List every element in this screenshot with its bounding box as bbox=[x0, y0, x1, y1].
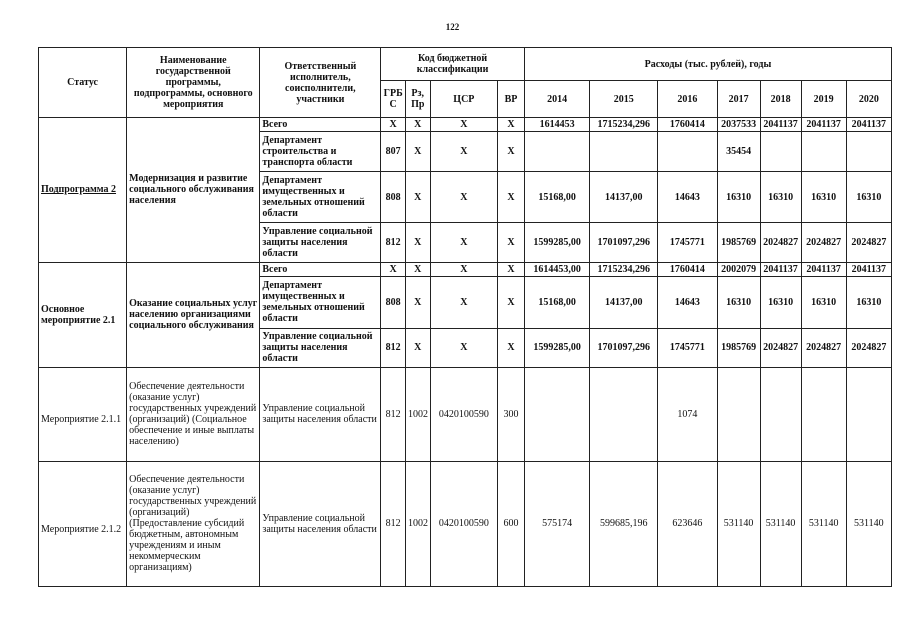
executor-cell: Управление социальной защиты населения области bbox=[260, 461, 381, 586]
value-cell: 531140 bbox=[760, 461, 801, 586]
value-cell: 575174 bbox=[524, 461, 590, 586]
executor-cell: Управление социальной защиты населения области bbox=[260, 223, 381, 262]
value-cell: 1074 bbox=[658, 367, 717, 461]
grbs-cell: 808 bbox=[381, 277, 406, 329]
header-executor: Ответственный исполнитель, соисполнители, участники bbox=[260, 48, 381, 118]
value-cell bbox=[524, 367, 590, 461]
grbs-cell: 808 bbox=[381, 171, 406, 223]
header-expenses: Расходы (тыс. рублей), годы bbox=[524, 48, 891, 81]
executor-cell: Департамент строительства и транспорта области bbox=[260, 132, 381, 171]
value-cell bbox=[846, 132, 891, 171]
value-cell: 2041137 bbox=[801, 118, 846, 132]
grbs-cell: X bbox=[381, 118, 406, 132]
value-cell: 1745771 bbox=[658, 223, 717, 262]
header-year: 2016 bbox=[658, 81, 717, 118]
value-cell: 623646 bbox=[658, 461, 717, 586]
status-cell bbox=[39, 118, 127, 263]
value-cell: 2037533 bbox=[717, 118, 760, 132]
value-cell: 1985769 bbox=[717, 328, 760, 367]
value-cell: 14643 bbox=[658, 171, 717, 223]
value-cell: 531140 bbox=[846, 461, 891, 586]
value-cell: 2002079 bbox=[717, 262, 760, 276]
value-cell: 2041137 bbox=[801, 262, 846, 276]
header-grbs: ГРБ С bbox=[381, 81, 406, 118]
value-cell: 2041137 bbox=[760, 118, 801, 132]
value-cell: 16310 bbox=[717, 277, 760, 329]
vr-cell: 600 bbox=[498, 461, 525, 586]
value-cell: 2024827 bbox=[846, 328, 891, 367]
header-year: 2017 bbox=[717, 81, 760, 118]
executor-cell: Департамент имущественных и земельных отношений области bbox=[260, 171, 381, 223]
rzpr-cell: X bbox=[405, 328, 430, 367]
rzpr-cell: X bbox=[405, 277, 430, 329]
value-cell: 15168,00 bbox=[524, 171, 590, 223]
table-row bbox=[39, 262, 892, 276]
value-cell: 1985769 bbox=[717, 223, 760, 262]
value-cell: 16310 bbox=[846, 277, 891, 329]
value-cell: 16310 bbox=[846, 171, 891, 223]
status-cell: Основное мероприятие 2.1 bbox=[39, 262, 127, 367]
vr-cell: X bbox=[498, 223, 525, 262]
value-cell: 14137,00 bbox=[590, 171, 658, 223]
header-budget-code: Код бюджетной классификации bbox=[381, 48, 525, 81]
header-year: 2019 bbox=[801, 81, 846, 118]
value-cell: 2041137 bbox=[846, 118, 891, 132]
vr-cell: X bbox=[498, 132, 525, 171]
name-cell: Обеспечение деятельности (оказание услуг) государственных учреждений (организаций) (Предоставление субсидий бюджетным, автономным учреждениям и иным некоммерческим организациям) bbox=[127, 461, 260, 586]
value-cell: 599685,196 bbox=[590, 461, 658, 586]
vr-cell: X bbox=[498, 328, 525, 367]
vr-cell: X bbox=[498, 118, 525, 132]
table-row bbox=[39, 461, 892, 586]
executor-cell: Всего bbox=[260, 118, 381, 132]
csr-cell: X bbox=[430, 223, 498, 262]
header-year: 2014 bbox=[524, 81, 590, 118]
csr-cell: X bbox=[430, 171, 498, 223]
value-cell bbox=[801, 367, 846, 461]
name-cell: Обеспечение деятельности (оказание услуг) государственных учреждений (организаций) (Социальное обеспечение и иные выплаты населению) bbox=[127, 367, 260, 461]
value-cell: 2041137 bbox=[760, 262, 801, 276]
csr-cell: 0420100590 bbox=[430, 367, 498, 461]
csr-cell: X bbox=[430, 277, 498, 329]
value-cell: 14137,00 bbox=[590, 277, 658, 329]
value-cell bbox=[590, 367, 658, 461]
vr-cell: 300 bbox=[498, 367, 525, 461]
header-csr: ЦСР bbox=[430, 81, 498, 118]
executor-cell: Управление социальной защиты населения области bbox=[260, 367, 381, 461]
value-cell: 531140 bbox=[801, 461, 846, 586]
vr-cell: X bbox=[498, 262, 525, 276]
value-cell: 2024827 bbox=[760, 328, 801, 367]
value-cell: 16310 bbox=[801, 171, 846, 223]
value-cell: 16310 bbox=[801, 277, 846, 329]
value-cell: 2024827 bbox=[801, 223, 846, 262]
status-cell: Мероприятие 2.1.2 bbox=[39, 461, 127, 586]
csr-cell: X bbox=[430, 328, 498, 367]
value-cell: 2024827 bbox=[760, 223, 801, 262]
value-cell: 1701097,296 bbox=[590, 328, 658, 367]
value-cell: 2024827 bbox=[846, 223, 891, 262]
header-rzpr: Рз, Пр bbox=[405, 81, 430, 118]
value-cell bbox=[524, 132, 590, 171]
csr-cell: 0420100590 bbox=[430, 461, 498, 586]
rzpr-cell: 1002 bbox=[405, 461, 430, 586]
value-cell bbox=[801, 132, 846, 171]
grbs-cell: 812 bbox=[381, 223, 406, 262]
csr-cell: X bbox=[430, 262, 498, 276]
header-year: 2018 bbox=[760, 81, 801, 118]
rzpr-cell: 1002 bbox=[405, 367, 430, 461]
grbs-cell: 807 bbox=[381, 132, 406, 171]
value-cell: 1715234,296 bbox=[590, 262, 658, 276]
csr-cell: X bbox=[430, 118, 498, 132]
value-cell: 2041137 bbox=[846, 262, 891, 276]
value-cell: 1599285,00 bbox=[524, 328, 590, 367]
executor-cell: Департамент имущественных и земельных отношений области bbox=[260, 277, 381, 329]
value-cell: 1760414 bbox=[658, 118, 717, 132]
value-cell: 1760414 bbox=[658, 262, 717, 276]
value-cell: 1614453 bbox=[524, 118, 590, 132]
value-cell: 16310 bbox=[760, 277, 801, 329]
header-year: 2020 bbox=[846, 81, 891, 118]
rzpr-cell: X bbox=[405, 118, 430, 132]
value-cell: 14643 bbox=[658, 277, 717, 329]
value-cell: 15168,00 bbox=[524, 277, 590, 329]
status-cell: Мероприятие 2.1.1 bbox=[39, 367, 127, 461]
table-row bbox=[39, 118, 892, 132]
executor-cell: Управление социальной защиты населения области bbox=[260, 328, 381, 367]
vr-cell: X bbox=[498, 171, 525, 223]
value-cell: 531140 bbox=[717, 461, 760, 586]
header-name: Наименование государственной программы, подпрограммы, основного мероприятия bbox=[127, 48, 260, 118]
name-cell: Оказание социальных услуг населению организациями социального обслуживания bbox=[127, 262, 260, 367]
value-cell bbox=[590, 132, 658, 171]
value-cell bbox=[760, 367, 801, 461]
name-cell: Модернизация и развитие социального обслуживания населения bbox=[127, 118, 260, 263]
table-row bbox=[39, 367, 892, 461]
value-cell: 1614453,00 bbox=[524, 262, 590, 276]
vr-cell: X bbox=[498, 277, 525, 329]
grbs-cell: 812 bbox=[381, 328, 406, 367]
rzpr-cell: X bbox=[405, 223, 430, 262]
grbs-cell: 812 bbox=[381, 367, 406, 461]
value-cell bbox=[658, 132, 717, 171]
value-cell: 1599285,00 bbox=[524, 223, 590, 262]
rzpr-cell: X bbox=[405, 262, 430, 276]
budget-table bbox=[38, 47, 892, 587]
page-number: 122 bbox=[445, 22, 460, 32]
status-text: Подпрограмма 2 bbox=[41, 184, 117, 196]
value-cell: 1701097,296 bbox=[590, 223, 658, 262]
value-cell: 16310 bbox=[717, 171, 760, 223]
value-cell: 2024827 bbox=[801, 328, 846, 367]
rzpr-cell: X bbox=[405, 171, 430, 223]
header-vr: ВР bbox=[498, 81, 525, 118]
value-cell: 1745771 bbox=[658, 328, 717, 367]
header-status: Статус bbox=[39, 48, 127, 118]
value-cell: 1715234,296 bbox=[590, 118, 658, 132]
value-cell: 35454 bbox=[717, 132, 760, 171]
grbs-cell: X bbox=[381, 262, 406, 276]
value-cell bbox=[846, 367, 891, 461]
value-cell: 16310 bbox=[760, 171, 801, 223]
value-cell bbox=[760, 132, 801, 171]
value-cell bbox=[717, 367, 760, 461]
header-year: 2015 bbox=[590, 81, 658, 118]
executor-cell: Всего bbox=[260, 262, 381, 276]
grbs-cell: 812 bbox=[381, 461, 406, 586]
csr-cell: X bbox=[430, 132, 498, 171]
rzpr-cell: X bbox=[405, 132, 430, 171]
